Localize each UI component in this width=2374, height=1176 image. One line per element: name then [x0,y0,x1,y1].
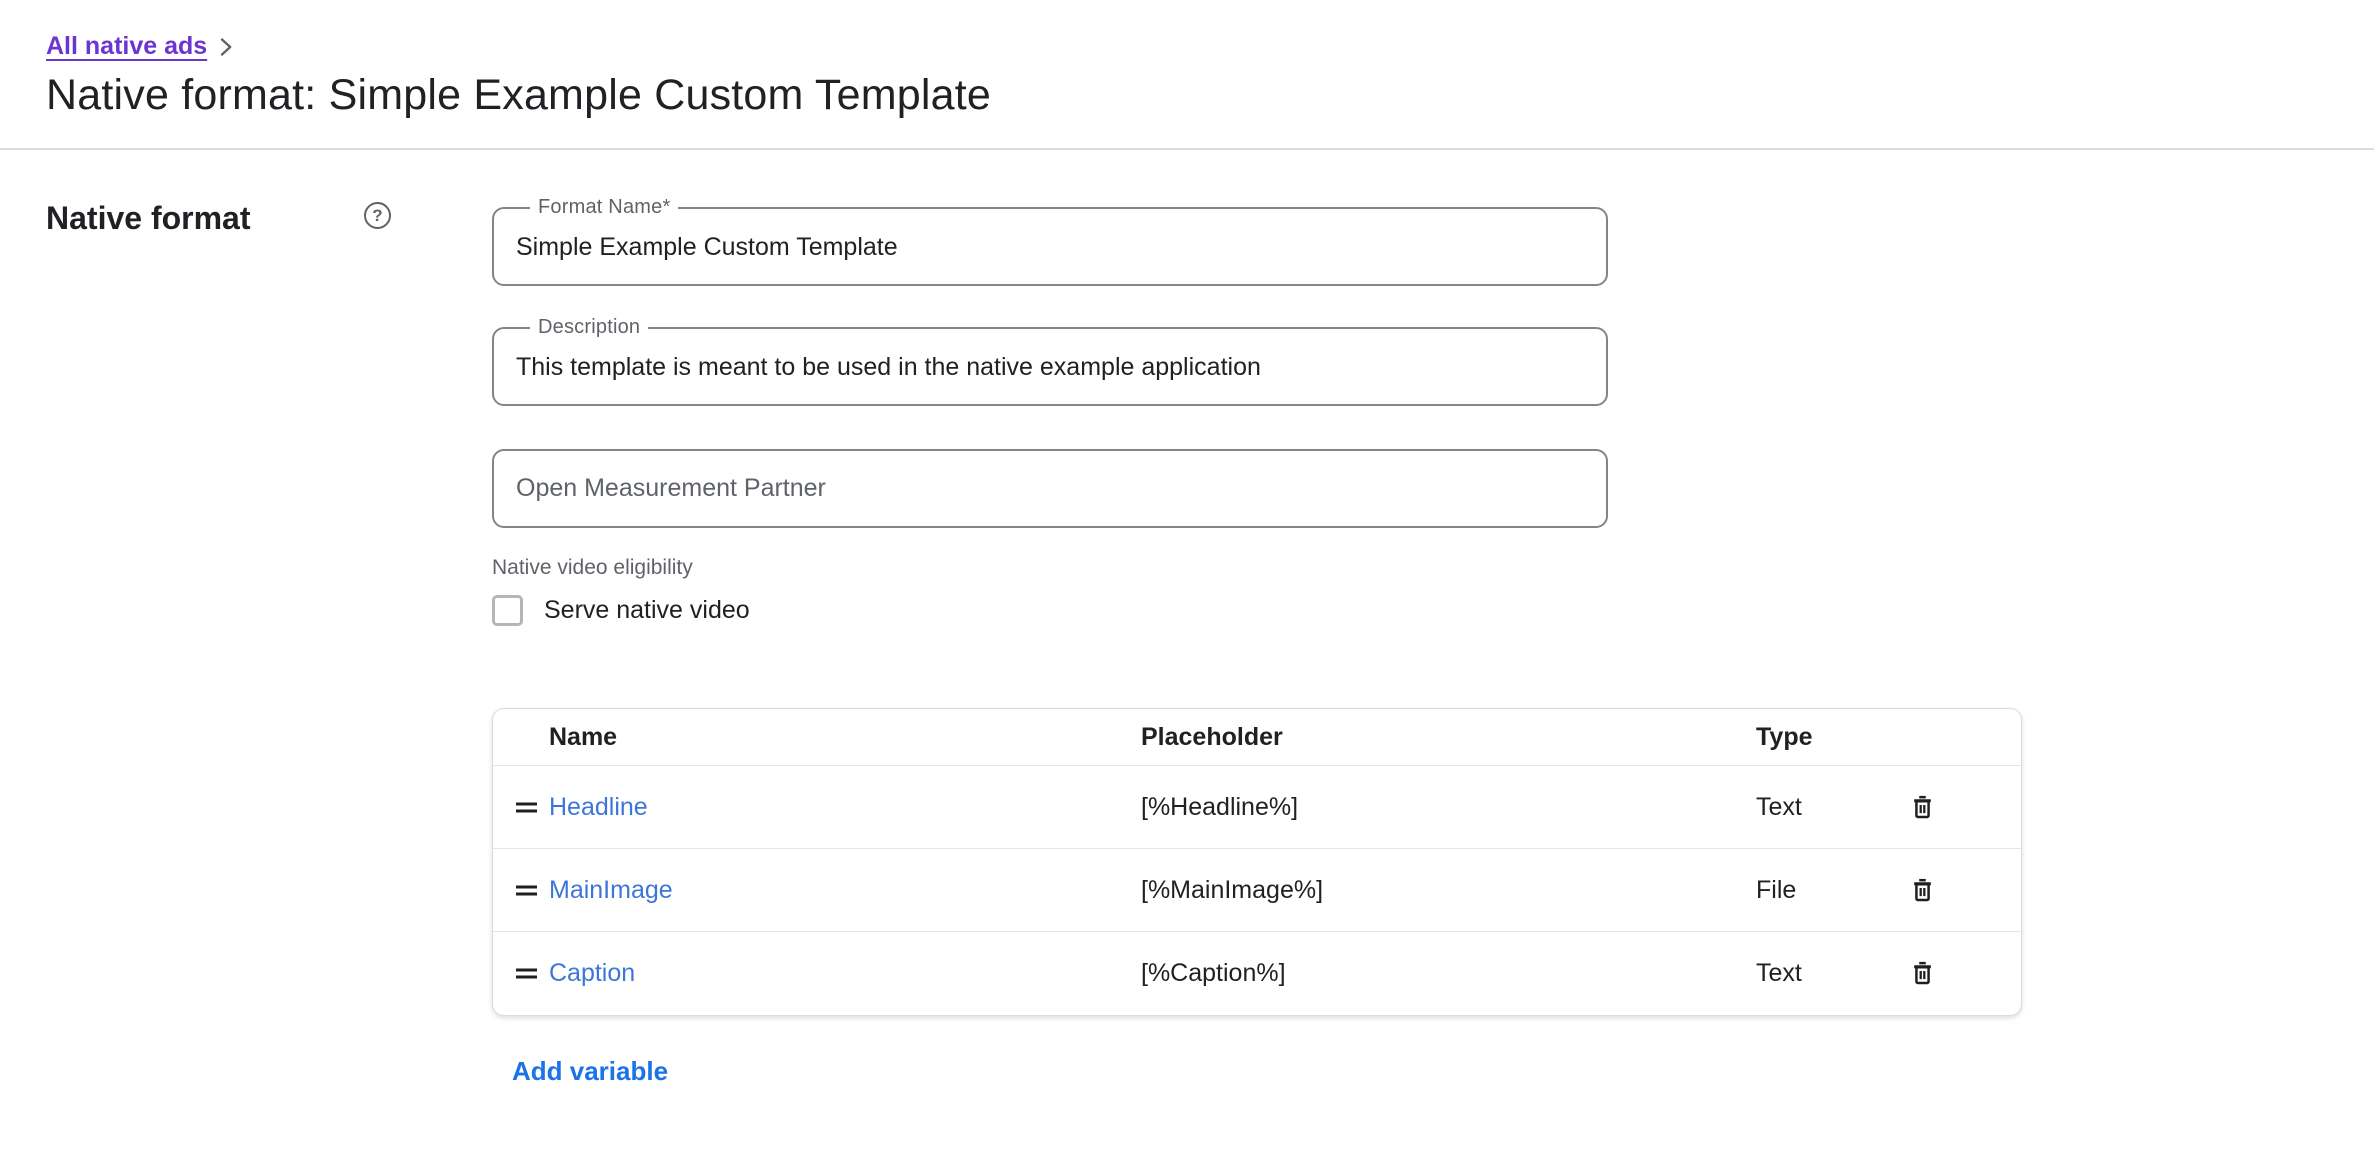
table-row-caption [493,932,2021,1015]
variable-type: Text [1756,792,1802,821]
drag-handle-icon[interactable] [493,800,549,815]
trash-icon[interactable] [1906,874,1938,906]
format-name-label: Format Name* [538,196,671,218]
variable-placeholder: [%Headline%] [1141,792,1299,821]
section-title: Native format [46,200,251,236]
variable-name-link[interactable]: Caption [549,959,636,987]
native-format-form [492,196,2022,1087]
column-header-name: Name [549,722,618,751]
variables-table-header [493,709,2021,766]
serve-native-video-checkbox[interactable] [492,595,523,626]
page-header [0,0,2374,150]
variables-table [492,708,2022,1016]
serve-native-video-label: Serve native video [544,596,750,624]
format-name-field [492,196,1608,286]
open-measurement-partner-input[interactable] [492,449,1608,528]
column-header-placeholder: Placeholder [1141,722,1283,751]
variable-placeholder: [%MainImage%] [1141,875,1324,904]
description-field [492,316,1608,406]
variable-placeholder: [%Caption%] [1141,959,1286,987]
drag-handle-icon[interactable] [493,883,549,898]
description-label: Description [538,316,641,338]
table-row-headline [493,766,2021,849]
description-input[interactable] [516,339,1584,395]
variable-name-link[interactable]: MainImage [549,875,673,904]
main-content [0,150,2374,1087]
chevron-right-icon [219,34,234,60]
serve-native-video-row [492,595,2022,626]
page-title: Native format: Simple Example Custom Template [46,71,992,119]
format-name-input[interactable] [516,219,1584,275]
variable-type: File [1756,875,1797,904]
column-header-type: Type [1756,722,1813,751]
variable-type: Text [1756,959,1802,987]
breadcrumb [46,30,2374,62]
table-row-mainimage [493,849,2021,932]
native-video-eligibility-label: Native video eligibility [492,556,693,579]
variable-name-link[interactable]: Headline [549,792,648,821]
breadcrumb-link-all-native-ads[interactable]: All native ads [46,31,208,60]
help-circle-icon[interactable]: ? [364,202,391,229]
drag-handle-icon[interactable] [493,966,549,981]
add-variable-button[interactable]: Add variable [512,1056,669,1086]
trash-icon[interactable] [1906,958,1938,990]
section-label-column [0,196,492,1087]
trash-icon[interactable] [1906,791,1938,823]
